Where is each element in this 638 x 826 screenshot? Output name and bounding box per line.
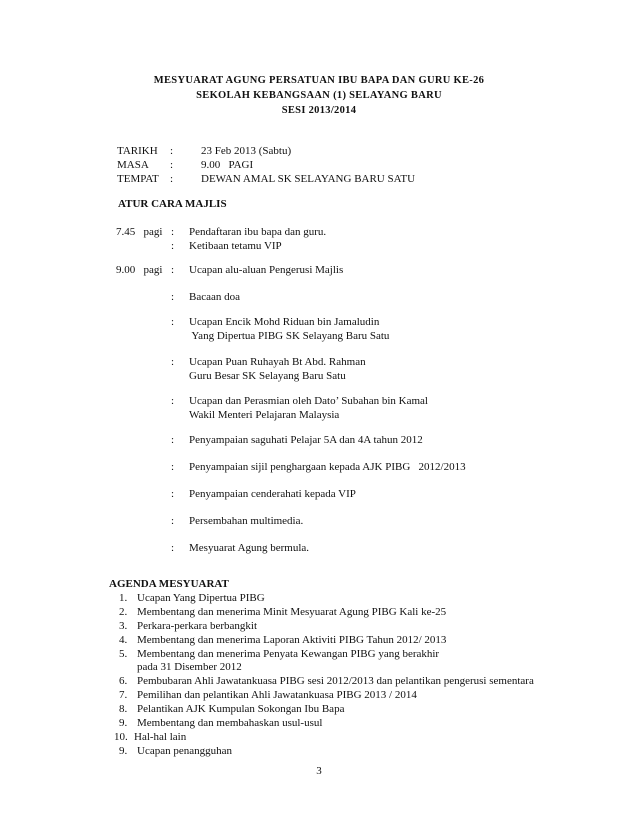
schedule-item: Pendaftaran ibu bapa dan guru. — [189, 226, 327, 238]
detail-label: TARIKH — [117, 145, 158, 157]
agenda-number: 8. — [119, 703, 128, 715]
agenda-number: 9. — [119, 745, 128, 757]
schedule-item: Persembahan multimedia. — [189, 515, 304, 527]
schedule-item: Penyampaian saguhati Pelajar 5A dan 4A tahun 2012 — [189, 434, 423, 446]
schedule-item: Ketibaan tetamu VIP — [189, 240, 282, 252]
agenda-item: Membentang dan menerima Penyata Kewangan PIBG yang berakhir — [137, 648, 440, 660]
agenda-number: 9. — [119, 717, 128, 729]
agenda-number: 1. — [119, 592, 128, 604]
schedule-sep: : — [171, 515, 175, 527]
schedule-item: Penyampaian sijil penghargaan kepada AJK PIBG 2012/2013 — [189, 461, 466, 473]
schedule-item-sub: Yang Dipertua PIBG SK Selayang Baru Satu — [189, 330, 390, 342]
schedule-sep: : — [171, 434, 175, 446]
schedule-sep: : — [171, 488, 175, 500]
agenda-item: Membentang dan membahaskan usul-usul — [137, 717, 323, 729]
agenda-item: Pemilihan dan pelantikan Ahli Jawatankuasa PIBG 2013 / 2014 — [137, 689, 417, 701]
schedule-sep: : — [171, 226, 175, 238]
schedule-sep: : — [171, 240, 175, 252]
schedule-sep: : — [171, 461, 175, 473]
agenda-item-continuation: pada 31 Disember 2012 — [137, 661, 242, 673]
detail-sep: : — [170, 145, 174, 157]
detail-value: DEWAN AMAL SK SELAYANG BARU SATU — [201, 173, 416, 185]
title-line-2: SEKOLAH KEBANGSAAN (1) SELAYANG BARU — [196, 90, 442, 101]
agenda-item: Pelantikan AJK Kumpulan Sokongan Ibu Bapa — [137, 703, 345, 715]
agenda-number: 5. — [119, 648, 128, 660]
page-number: 3 — [316, 765, 322, 777]
detail-value: 9.00 PAGI — [201, 159, 254, 171]
detail-value: 23 Feb 2013 (Sabtu) — [201, 145, 292, 157]
title-line-3: SESI 2013/2014 — [281, 105, 357, 116]
agenda-number: 10. — [114, 731, 128, 743]
agenda-item: Hal-hal lain — [134, 731, 187, 743]
detail-label: MASA — [117, 159, 149, 171]
detail-label: TEMPAT — [117, 173, 159, 185]
agenda-item: Membentang dan menerima Minit Mesyuarat Agung PIBG Kali ke-25 — [137, 606, 447, 618]
agenda-item: Membentang dan menerima Laporan Aktiviti PIBG Tahun 2012/ 2013 — [137, 634, 447, 646]
schedule-item-sub: Guru Besar SK Selayang Baru Satu — [189, 370, 346, 382]
schedule-time: 9.00 pagi — [116, 264, 163, 276]
agenda-item: Pembubaran Ahli Jawatankuasa PIBG sesi 2012/2013 dan pelantikan pengerusi sementara — [137, 675, 534, 687]
schedule-item: Ucapan Puan Ruhayah Bt Abd. Rahman — [189, 356, 366, 368]
schedule-sep: : — [171, 395, 175, 407]
agenda-item: Ucapan Yang Dipertua PIBG — [137, 592, 265, 604]
detail-sep: : — [170, 173, 174, 185]
schedule-time: 7.45 pagi — [116, 226, 163, 238]
agenda-number: 2. — [119, 606, 128, 618]
schedule-sep: : — [171, 264, 175, 276]
schedule-sep: : — [171, 291, 175, 303]
title-line-1: MESYUARAT AGUNG PERSATUAN IBU BAPA DAN GURU KE-26 — [153, 75, 485, 86]
agenda-number: 7. — [119, 689, 128, 701]
schedule-item: Penyampaian cenderahati kepada VIP — [189, 488, 356, 500]
agenda-item: Perkara-perkara berbangkit — [137, 620, 258, 632]
agenda-number: 4. — [119, 634, 128, 646]
section-heading-agenda: AGENDA MESYUARAT — [109, 578, 229, 590]
schedule-item: Bacaan doa — [189, 291, 240, 303]
agenda-number: 3. — [119, 620, 128, 632]
agenda-item: Ucapan penangguhan — [137, 745, 232, 757]
schedule-sep: : — [171, 316, 175, 328]
schedule-sep: : — [171, 356, 175, 368]
schedule-item: Mesyuarat Agung bermula. — [189, 542, 310, 554]
schedule-item: Ucapan dan Perasmian oleh Dato’ Subahan bin Kamal — [189, 395, 428, 407]
agenda-number: 6. — [119, 675, 128, 687]
schedule-item: Ucapan Encik Mohd Riduan bin Jamaludin — [189, 316, 380, 328]
schedule-sep: : — [171, 542, 175, 554]
section-heading-atur-cara: ATUR CARA MAJLIS — [118, 198, 227, 210]
detail-sep: : — [170, 159, 174, 171]
schedule-item: Ucapan alu-aluan Pengerusi Majlis — [189, 264, 344, 276]
schedule-item-sub: Wakil Menteri Pelajaran Malaysia — [189, 409, 340, 421]
